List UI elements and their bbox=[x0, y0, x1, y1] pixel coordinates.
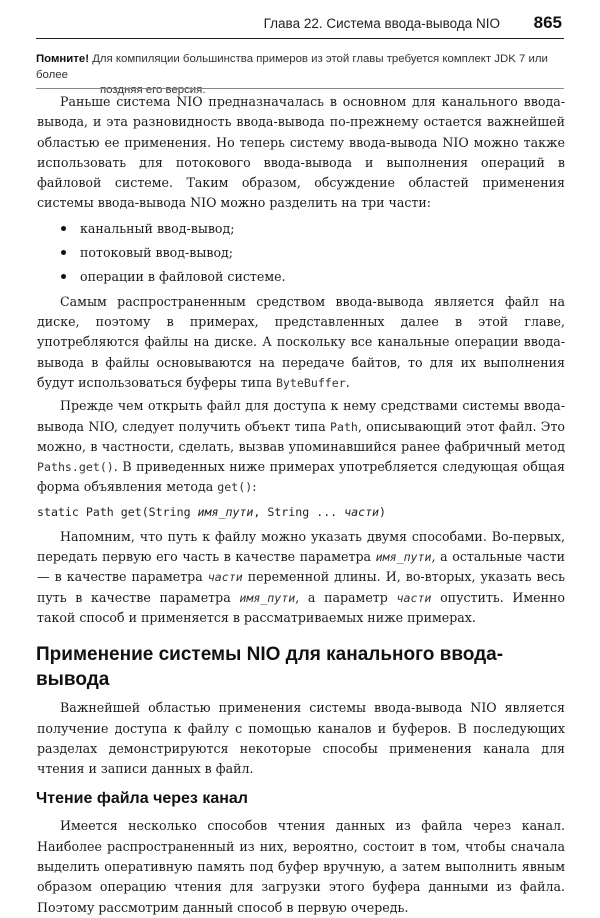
list-item bbox=[37, 217, 565, 241]
paragraph-intro: Раньше система NIO предназначалась в основном для канального ввода-вывода, и эта разновидность ввода-вывода по-прежнему остается важнейшей областью ее применения. Но теперь систему ввода-вывода NIO можно также использовать для потокового ввода-вывода и выполнения операций в файловой системе. Таким образом, обсуждение областей применения системы ввода-вывода NIO можно разделить на три части: bbox=[37, 94, 565, 211]
inline-code: Path bbox=[329, 419, 358, 434]
inline-code: Paths.get() bbox=[37, 460, 114, 475]
chapter-title: Глава 22. Система ввода-вывода NIO bbox=[263, 16, 500, 31]
list-item bbox=[37, 265, 565, 289]
note-label: Помните! bbox=[36, 53, 90, 65]
running-header bbox=[36, 14, 564, 39]
paragraph-section: Важнейшей областью применения системы ввода-вывода NIO является получение доступа к файлу с помощью каналов и буферов. В последующих разделах демонстрируются некоторые способы применения канала для чтения и записи данных в файл. bbox=[37, 700, 565, 777]
inline-code: ByteBuffer bbox=[275, 375, 346, 390]
paragraph-path-ways: Напомним, что путь к файлу можно указать двумя способами. Во-первых, передать первую его часть в качестве параметра имя_пути, а остальные части — в качестве параметра части переменной длины. И, во-вторых, указать весь путь в качестве параметра имя_пути, а параметр части опустить. Именно такой способ и применяется в рассматриваемых ниже примерах. bbox=[37, 528, 565, 625]
list-item-text: операции в файловой системе. bbox=[80, 268, 286, 284]
bullet-icon bbox=[61, 226, 66, 231]
paragraph-files: Самым распространенным средством ввода-вывода является файл на диске, поэтому в примерах, представленных далее в этой главе, употребляются файлы на диске. А поскольку все канальные операции ввода-вывода в файлы основываются на передаче байтов, то для их выполнения будут использоваться буферы типа ByteBuffer. bbox=[37, 293, 565, 390]
inline-code: части bbox=[396, 590, 432, 605]
inline-code: имя_пути bbox=[375, 550, 432, 565]
body-text bbox=[37, 92, 565, 918]
subsection-heading: Чтение файла через канал bbox=[36, 790, 248, 808]
inline-code: get() bbox=[217, 480, 253, 495]
list-item bbox=[37, 241, 565, 265]
inline-code: имя_пути bbox=[239, 590, 296, 605]
code-signature: static Path get(String имя_пути, String ... части) bbox=[37, 504, 387, 519]
page-number: 865 bbox=[533, 13, 562, 32]
note-text: Для компиляции большинства примеров из этой главы требуется комплект JDK 7 или более bbox=[36, 53, 548, 81]
inline-code: части bbox=[207, 570, 243, 585]
bullet-icon bbox=[61, 274, 66, 279]
paragraph-path: Прежде чем открыть файл для доступа к нему средствами системы ввода-вывода NIO, следует получить объект типа Path, описывающий этот файл. Это можно, в частности, сделать, вызвав упоминавшийся ранее фабричный метод Paths.get(). В приведенных ниже примерах употребляется следующая общая форма объявления метода get(): bbox=[37, 398, 565, 495]
bullet-list bbox=[37, 217, 565, 289]
note-divider bbox=[36, 88, 564, 89]
list-item-text: потоковый ввод-вывод; bbox=[80, 244, 234, 260]
note-text-continued: поздняя его версия. bbox=[100, 84, 206, 96]
list-item-text: канальный ввод-вывод; bbox=[80, 220, 235, 236]
bullet-icon bbox=[61, 250, 66, 255]
paragraph-subsection: Имеется несколько способов чтения данных из файла через канал. Наиболее распространенный из них, вероятно, состоит в том, чтобы сначала выделить оперативную память под буфер вручную, а затем выполнить явным образом операцию чтения для загрузки этого буфера данными из файла. Поэтому рассмотрим данный способ в первую очередь. bbox=[37, 818, 565, 915]
section-heading: Применение системы NIO для канального ввода-вывода bbox=[36, 644, 504, 691]
